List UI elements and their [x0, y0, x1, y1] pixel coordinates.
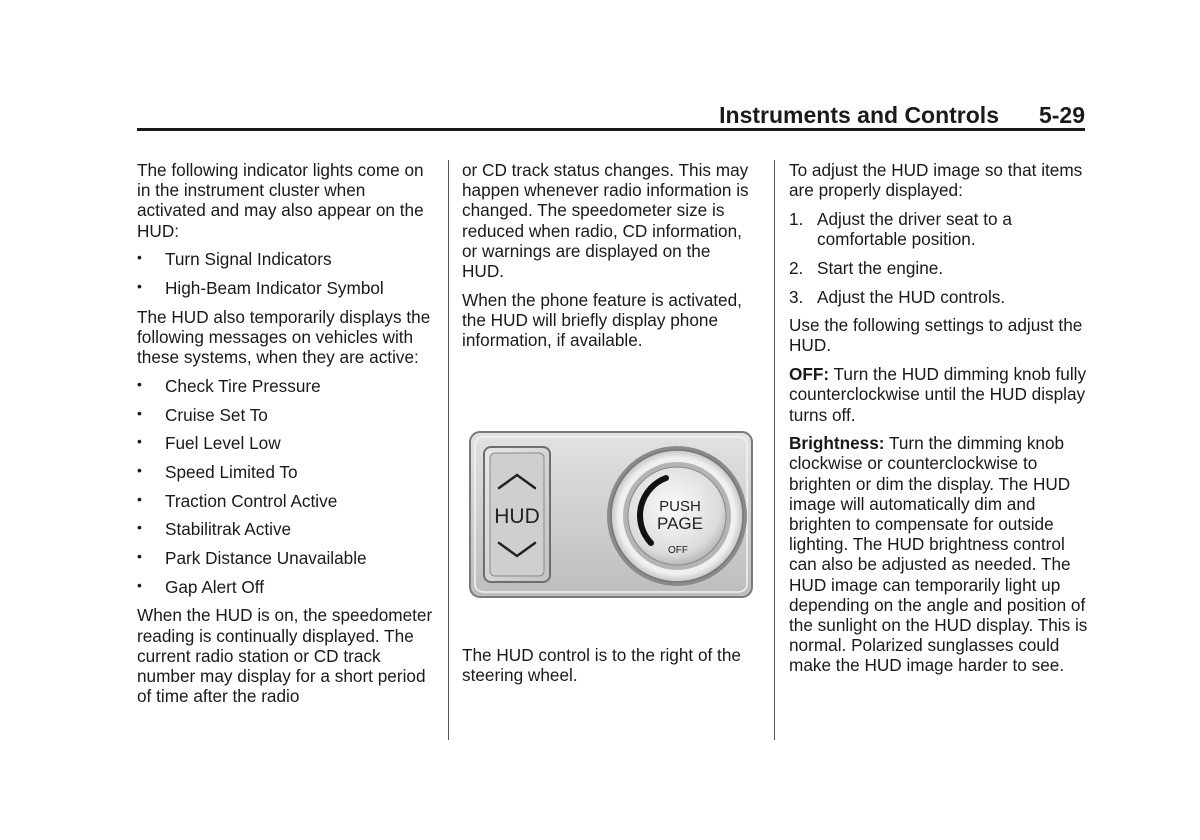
- list-item: 3. Adjust the HUD controls.: [789, 286, 1006, 307]
- figure-caption: The HUD control is to the right of the steering wheel.: [462, 645, 741, 686]
- list-item: • High-Beam Indicator Symbol: [137, 278, 384, 299]
- list-item: • Traction Control Active: [137, 490, 338, 511]
- brightness-term: Brightness:: [789, 433, 885, 454]
- list-item: • Fuel Level Low: [137, 433, 281, 454]
- off-term: OFF:: [789, 364, 830, 385]
- list-item: • Gap Alert Off: [137, 576, 265, 597]
- adjust-intro: To adjust the HUD image so that items are properly displayed:: [789, 160, 1083, 201]
- knob-push-label: PUSH: [659, 498, 701, 515]
- page-number: 5-29: [1038, 102, 1085, 128]
- list-item: • Cruise Set To: [137, 404, 268, 425]
- header-rule: [137, 128, 1085, 131]
- settings-paragraph: Use the following settings to adjust the HUD.: [789, 315, 1083, 356]
- list-item: 1. Adjust the driver seat to a comfortable position.: [789, 208, 1012, 250]
- column-1: [137, 160, 437, 715]
- off-setting: OFF: Turn the HUD dimming knob fully counterclockwise until the HUD display turns off.: [789, 364, 1087, 425]
- list-item: • Turn Signal Indicators: [137, 249, 332, 270]
- page-header: [137, 100, 1085, 130]
- knob-off-label: OFF: [668, 545, 688, 556]
- list-item: 2. Start the engine.: [789, 257, 944, 278]
- messages-paragraph: The HUD also temporarily displays the following messages on vehicles with these systems, when they are active:: [137, 306, 431, 368]
- hud-button-label: HUD: [494, 505, 540, 528]
- column-3: [789, 160, 1089, 684]
- list-item: • Park Distance Unavailable: [137, 548, 367, 569]
- message-list: [137, 376, 437, 597]
- section-title: Instruments and Controls: [719, 102, 999, 128]
- speedometer-paragraph: When the HUD is on, the speedometer reading is continually displayed. The current radio station or CD track number may display for a short period of time after the radio: [137, 605, 433, 707]
- list-item: • Check Tire Pressure: [137, 375, 321, 396]
- list-item: • Speed Limited To: [137, 461, 298, 482]
- phone-paragraph: When the phone feature is activated, the HUD will briefly display phone information, if available.: [462, 289, 742, 351]
- column-divider-2: [774, 160, 775, 740]
- knob-page-label: PAGE: [657, 514, 703, 533]
- adjust-steps: [789, 209, 1089, 307]
- brightness-setting: Brightness: Turn the dimming knob clockwise or counterclockwise to brighten or dim the display. The HUD image will automatically dim and brighten to compensate for outside lighting. The HUD brightness control can also be adjusted as needed. The HUD image can temporarily light up depending on the angle and position of the sunlight on the HUD display. This is normal. Polarized sunglasses could make the HUD image harder to see.: [789, 433, 1088, 676]
- column-divider-1: [448, 160, 449, 740]
- track-status-paragraph: or CD track status changes. This may happen whenever radio information is changed. The speedometer size is reduced when radio, CD information, or warnings are displayed on the HUD.: [462, 160, 749, 282]
- hud-control-illustration: [469, 431, 753, 598]
- column-2: [462, 160, 757, 359]
- indicator-list: [137, 249, 437, 298]
- list-item: • Stabilitrak Active: [137, 519, 292, 540]
- intro-paragraph: The following indicator lights come on in the instrument cluster when activated and may also appear on the HUD:: [137, 160, 424, 241]
